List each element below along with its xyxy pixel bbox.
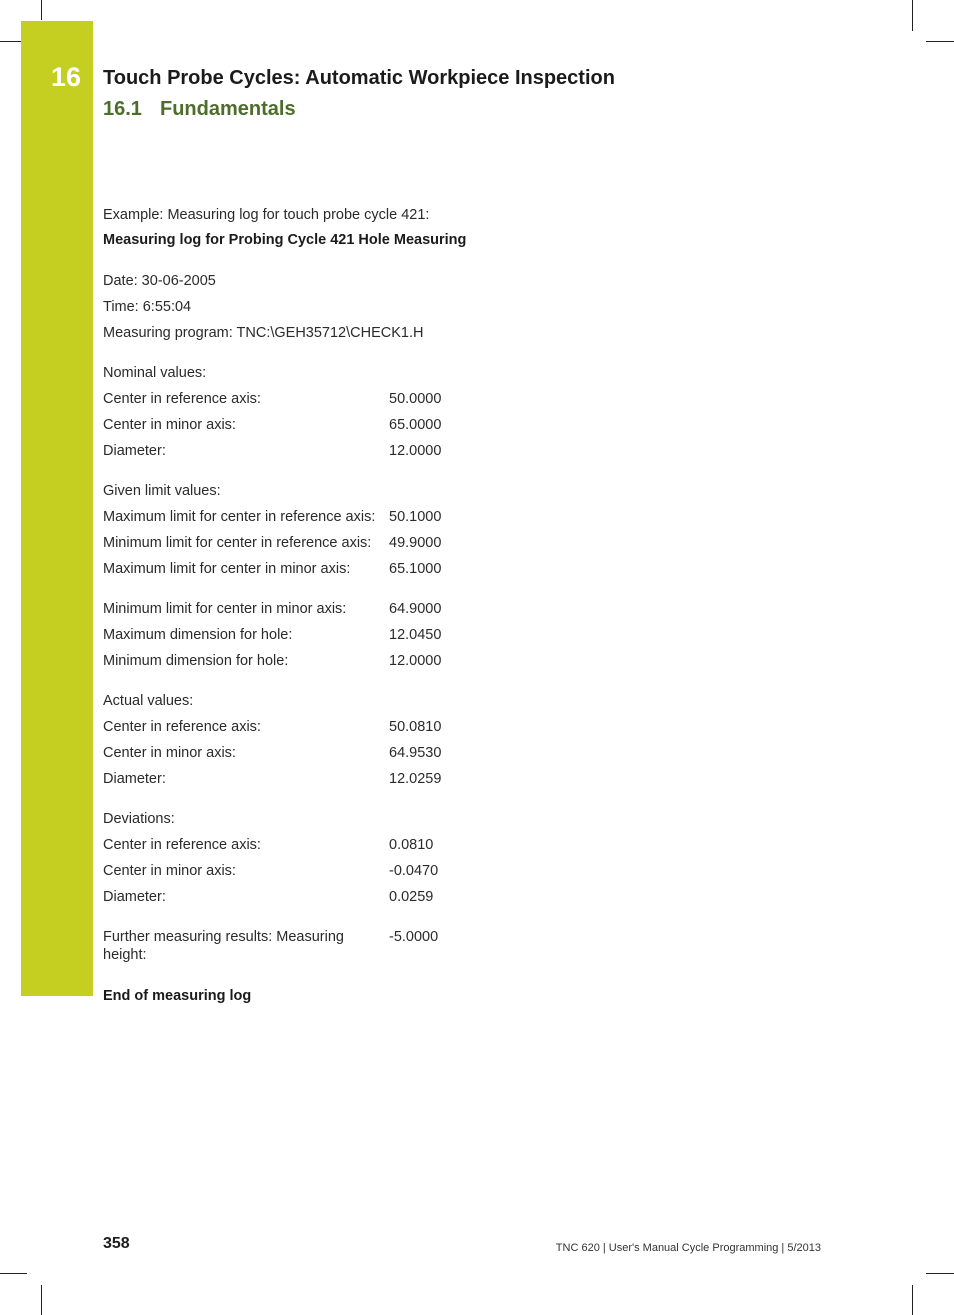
row-label: Minimum dimension for hole: (103, 653, 289, 669)
crop-mark (41, 0, 42, 20)
row-label: Diameter: (103, 771, 166, 787)
crop-mark (912, 0, 913, 31)
further-label-line2: height: (103, 947, 147, 963)
row-label: Center in minor axis: (103, 863, 236, 879)
row-label: Maximum dimension for hole: (103, 627, 293, 643)
further-label-line1: Further measuring results: Measuring (103, 929, 344, 945)
intro-text: Example: Measuring log for touch probe cycle 421: (103, 207, 430, 223)
chapter-title: Touch Probe Cycles: Automatic Workpiece Inspection (103, 67, 615, 89)
row-value: 65.1000 (389, 561, 442, 577)
row-label: Center in minor axis: (103, 417, 236, 433)
row-value: 12.0000 (389, 443, 442, 459)
row-value: 50.0000 (389, 391, 442, 407)
row-value: 0.0810 (389, 837, 434, 853)
chapter-number: 16 (51, 62, 82, 92)
row-value: 64.9530 (389, 745, 442, 761)
actual-heading: Actual values: (103, 693, 194, 709)
page-number: 358 (103, 1235, 130, 1252)
further-value: -5.0000 (389, 929, 439, 945)
row-label: Maximum limit for center in minor axis: (103, 561, 351, 577)
crop-mark (0, 1273, 27, 1274)
footer-text: TNC 620 | User's Manual Cycle Programming | 5/2013 (555, 1242, 821, 1254)
row-value: -0.0470 (389, 863, 439, 879)
row-label: Center in minor axis: (103, 745, 236, 761)
row-label: Center in reference axis: (103, 719, 261, 735)
crop-mark (926, 41, 954, 42)
row-value: 64.9000 (389, 601, 442, 617)
section-number: 16.1 (103, 98, 142, 120)
row-value: 12.0259 (389, 771, 442, 787)
crop-mark (912, 1285, 913, 1315)
row-label: Diameter: (103, 443, 166, 459)
row-value: 0.0259 (389, 889, 434, 905)
row-value: 65.0000 (389, 417, 442, 433)
end-of-log: End of measuring log (103, 988, 252, 1004)
crop-mark (0, 41, 21, 42)
row-label: Minimum limit for center in minor axis: (103, 601, 347, 617)
log-date: Date: 30-06-2005 (103, 273, 216, 289)
section-title (103, 98, 296, 121)
section-name: Fundamentals (160, 98, 296, 120)
nominal-heading: Nominal values: (103, 365, 207, 381)
row-value: 50.1000 (389, 509, 442, 525)
limits-heading: Given limit values: (103, 483, 221, 499)
row-value: 49.9000 (389, 535, 442, 551)
row-value: 12.0450 (389, 627, 442, 643)
row-value: 12.0000 (389, 653, 442, 669)
log-program: Measuring program: TNC:\GEH35712\CHECK1.H (103, 325, 424, 341)
log-time: Time: 6:55:04 (103, 299, 192, 315)
row-label: Center in reference axis: (103, 837, 261, 853)
log-title: Measuring log for Probing Cycle 421 Hole Measuring (103, 232, 467, 248)
crop-mark (41, 1285, 42, 1315)
row-label: Minimum limit for center in reference axis: (103, 535, 372, 551)
row-label: Diameter: (103, 889, 166, 905)
row-value: 50.0810 (389, 719, 442, 735)
deviations-heading: Deviations: (103, 811, 175, 827)
crop-mark (926, 1273, 954, 1274)
row-label: Center in reference axis: (103, 391, 261, 407)
row-label: Maximum limit for center in reference axis: (103, 509, 376, 525)
chapter-tab (21, 21, 93, 996)
